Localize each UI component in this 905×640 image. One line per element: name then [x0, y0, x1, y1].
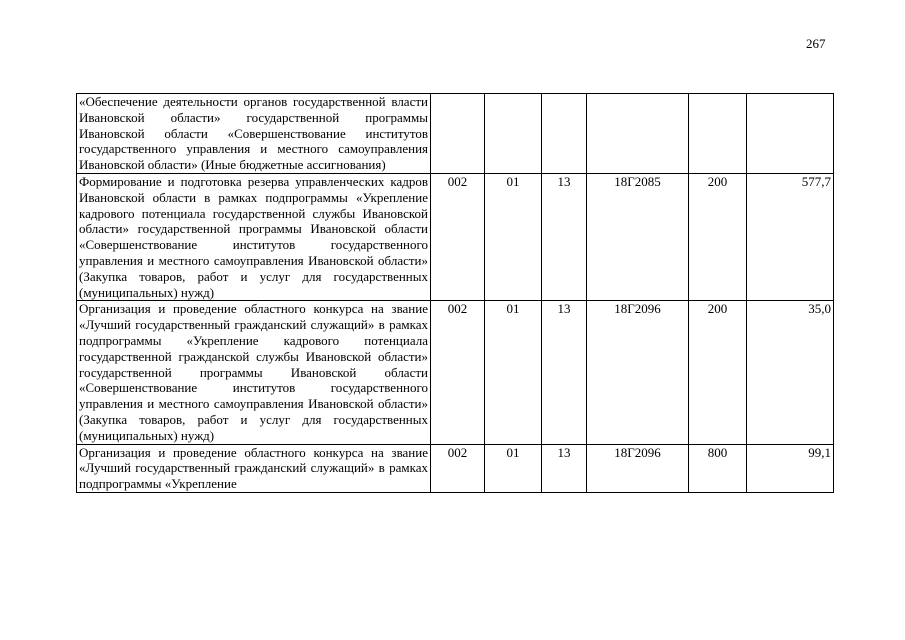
- table-row: [77, 173, 834, 300]
- target-article-code: [587, 94, 689, 174]
- target-article-code: 18Г2096: [587, 444, 689, 492]
- amount: [747, 94, 834, 174]
- amount: 35,0: [747, 301, 834, 444]
- ministry-code: 002: [431, 301, 485, 444]
- row-description: Организация и проведение областного конкурса на звание «Лучший государственный гражданский служащий» в рамках подпрограммы «Укрепление кадрового потенциала государственной гражданской службы Ивановской области» государственной программы Ивановской области «Совершенствование институтов государственного управления и местного самоуправления Ивановской области» (Закупка товаров, работ и услуг для государственных (муниципальных) нужд): [77, 301, 431, 444]
- ministry-code: [431, 94, 485, 174]
- amount: 99,1: [747, 444, 834, 492]
- expense-type-code: 200: [689, 301, 747, 444]
- row-description: «Обеспечение деятельности органов государственной власти Ивановской области» государственной программы Ивановской области «Совершенствование институтов государственного управления и местного самоуправления Ивановской области» (Иные бюджетные ассигнования): [77, 94, 431, 174]
- row-description: Организация и проведение областного конкурса на звание «Лучший государственный гражданский служащий» в рамках подпрограммы «Укрепление: [79, 444, 428, 492]
- ministry-code: 002: [431, 444, 485, 492]
- expense-type-code: 200: [689, 173, 747, 300]
- page-number: 267: [806, 36, 826, 51]
- section-code: [485, 94, 542, 174]
- ministry-code: 002: [431, 173, 485, 300]
- amount: 577,7: [747, 173, 834, 300]
- subsection-code: 13: [542, 444, 587, 492]
- budget-table: [76, 93, 834, 493]
- expense-type-code: 800: [689, 444, 747, 492]
- table-row: [77, 444, 834, 492]
- section-code: 01: [485, 173, 542, 300]
- expense-type-code: [689, 94, 747, 174]
- target-article-code: 18Г2096: [587, 301, 689, 444]
- section-code: 01: [485, 301, 542, 444]
- table-row: [77, 301, 834, 444]
- target-article-code: 18Г2085: [587, 173, 689, 300]
- subsection-code: 13: [542, 301, 587, 444]
- row-description-cell: [77, 444, 431, 492]
- section-code: 01: [485, 444, 542, 492]
- table-row: [77, 94, 834, 174]
- subsection-code: [542, 94, 587, 174]
- row-description: Формирование и подготовка резерва управленческих кадров Ивановской области в рамках подпрограммы «Укрепление кадрового потенциала государственной службы Ивановской области» государственной программы Ивановской области «Совершенствование институтов государственного управления и местного самоуправления Ивановской области» (Закупка товаров, работ и услуг для государственных (муниципальных) нужд): [77, 173, 431, 300]
- subsection-code: 13: [542, 173, 587, 300]
